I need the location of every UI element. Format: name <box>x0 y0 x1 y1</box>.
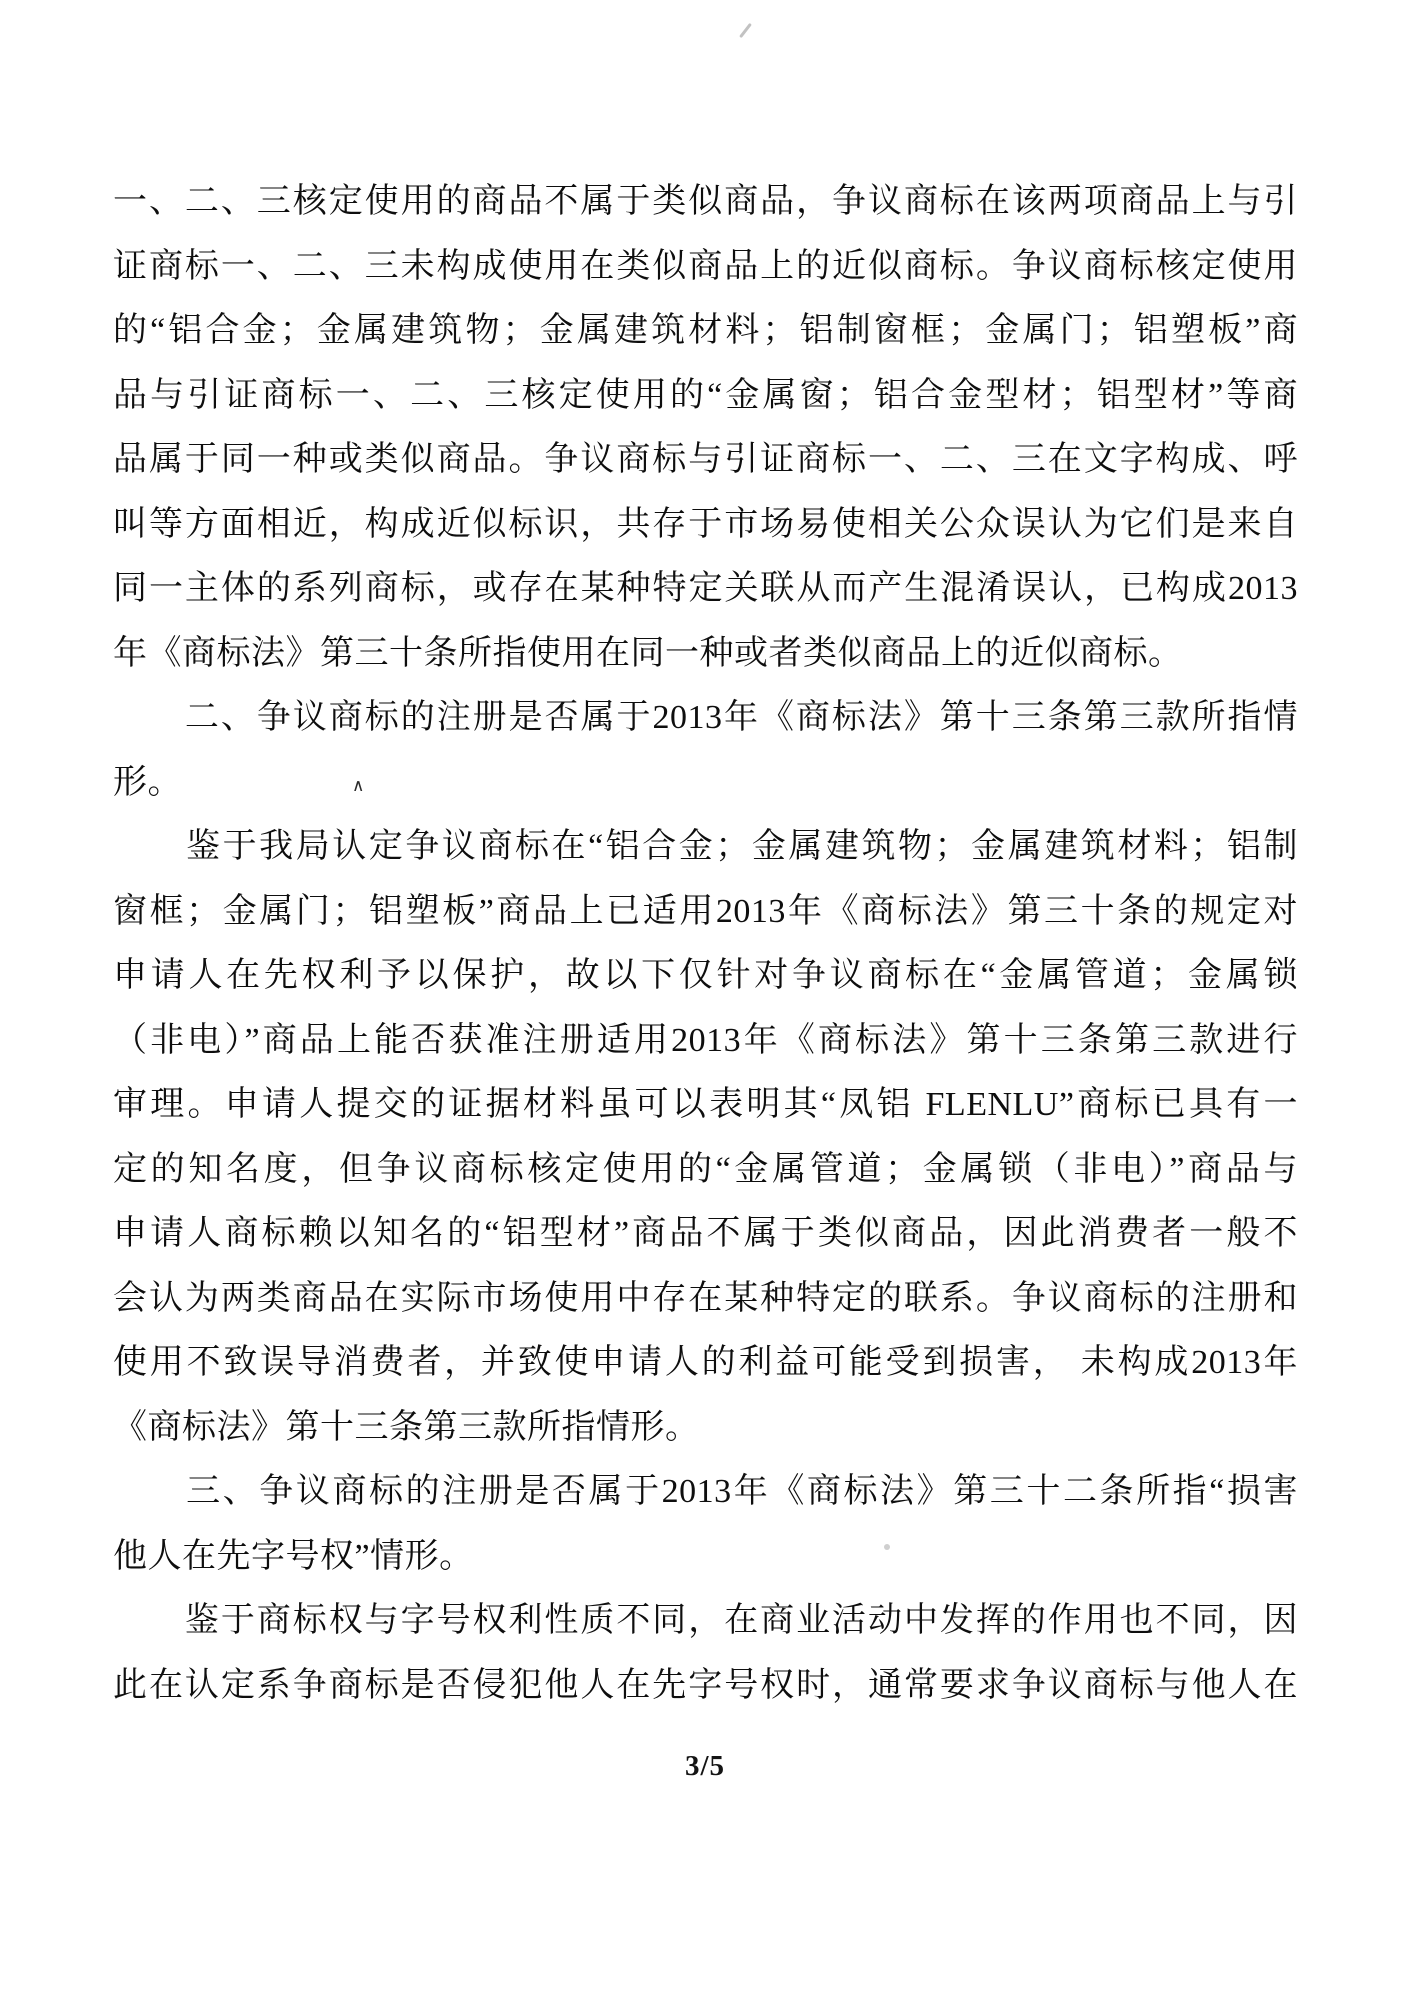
text-line: 审理。申请人提交的证据材料虽可以表明其“凤铝 FLENLU”商标已具有一 <box>113 1086 1298 1123</box>
document-body <box>113 170 1298 1718</box>
text-line: 此在认定系争商标是否侵犯他人在先字号权时，通常要求争议商标与他人在 <box>113 1666 1298 1704</box>
text-line: 形。 <box>113 763 182 801</box>
text-line: 年《商标法》第三十条所指使用在同一种或者类似商品上的近似商标。 <box>113 634 1183 672</box>
stray-caret-mark: ∧ <box>352 776 365 796</box>
text-line: 一、二、三核定使用的商品不属于类似商品，争议商标在该两项商品上与引 <box>113 183 1298 220</box>
text-line: 三、争议商标的注册是否属于2013年《商标法》第三十二条所指“损害 <box>113 1473 1298 1510</box>
text-line: 的“铝合金；金属建筑物；金属建筑材料；铝制窗框；金属门；铝塑板”商 <box>113 312 1298 349</box>
text-line: 证商标一、二、三未构成使用在类似商品上的近似商标。争议商标核定使用 <box>113 247 1298 285</box>
text-line: 申请人商标赖以知名的“铝型材”商品不属于类似商品，因此消费者一般不 <box>113 1215 1298 1252</box>
text-line: 同一主体的系列商标，或存在某种特定关联从而产生混淆误认，已构成2013 <box>113 570 1298 607</box>
text-line: 申请人在先权利予以保护，故以下仅针对争议商标在“金属管道；金属锁 <box>113 957 1298 994</box>
text-line: 他人在先字号权”情形。 <box>113 1537 474 1575</box>
faint-dot-mark <box>884 1544 890 1550</box>
text-line: 定的知名度，但争议商标核定使用的“金属管道；金属锁（非电）”商品与 <box>113 1150 1298 1188</box>
text-line: 使用不致误导消费者，并致使申请人的利益可能受到损害， 未构成2013年 <box>113 1344 1298 1381</box>
text-line: 鉴于商标权与字号权利性质不同，在商业活动中发挥的作用也不同，因 <box>113 1602 1298 1639</box>
text-line: 二、争议商标的注册是否属于2013年《商标法》第十三条第三款所指情 <box>113 699 1298 736</box>
text-line: 品与引证商标一、二、三核定使用的“金属窗；铝合金型材；铝型材”等商 <box>113 376 1298 414</box>
page-number: 3/5 <box>684 1750 726 1782</box>
text-line: 《商标法》第十三条第三款所指情形。 <box>113 1408 700 1446</box>
text-line: （非电）”商品上能否获准注册适用2013年《商标法》第十三条第三款进行 <box>113 1021 1298 1059</box>
text-line: 品属于同一种或类似商品。争议商标与引证商标一、二、三在文字构成、呼 <box>113 441 1298 478</box>
text-line: 鉴于我局认定争议商标在“铝合金；金属建筑物；金属建筑材料；铝制 <box>113 828 1298 865</box>
scan-smudge-mark <box>739 23 752 38</box>
text-line: 窗框；金属门；铝塑板”商品上已适用2013年《商标法》第三十条的规定对 <box>113 892 1298 930</box>
text-line: 叫等方面相近，构成近似标识，共存于市场易使相关公众误认为它们是来自 <box>113 505 1298 543</box>
text-line: 会认为两类商品在实际市场使用中存在某种特定的联系。争议商标的注册和 <box>113 1279 1298 1317</box>
